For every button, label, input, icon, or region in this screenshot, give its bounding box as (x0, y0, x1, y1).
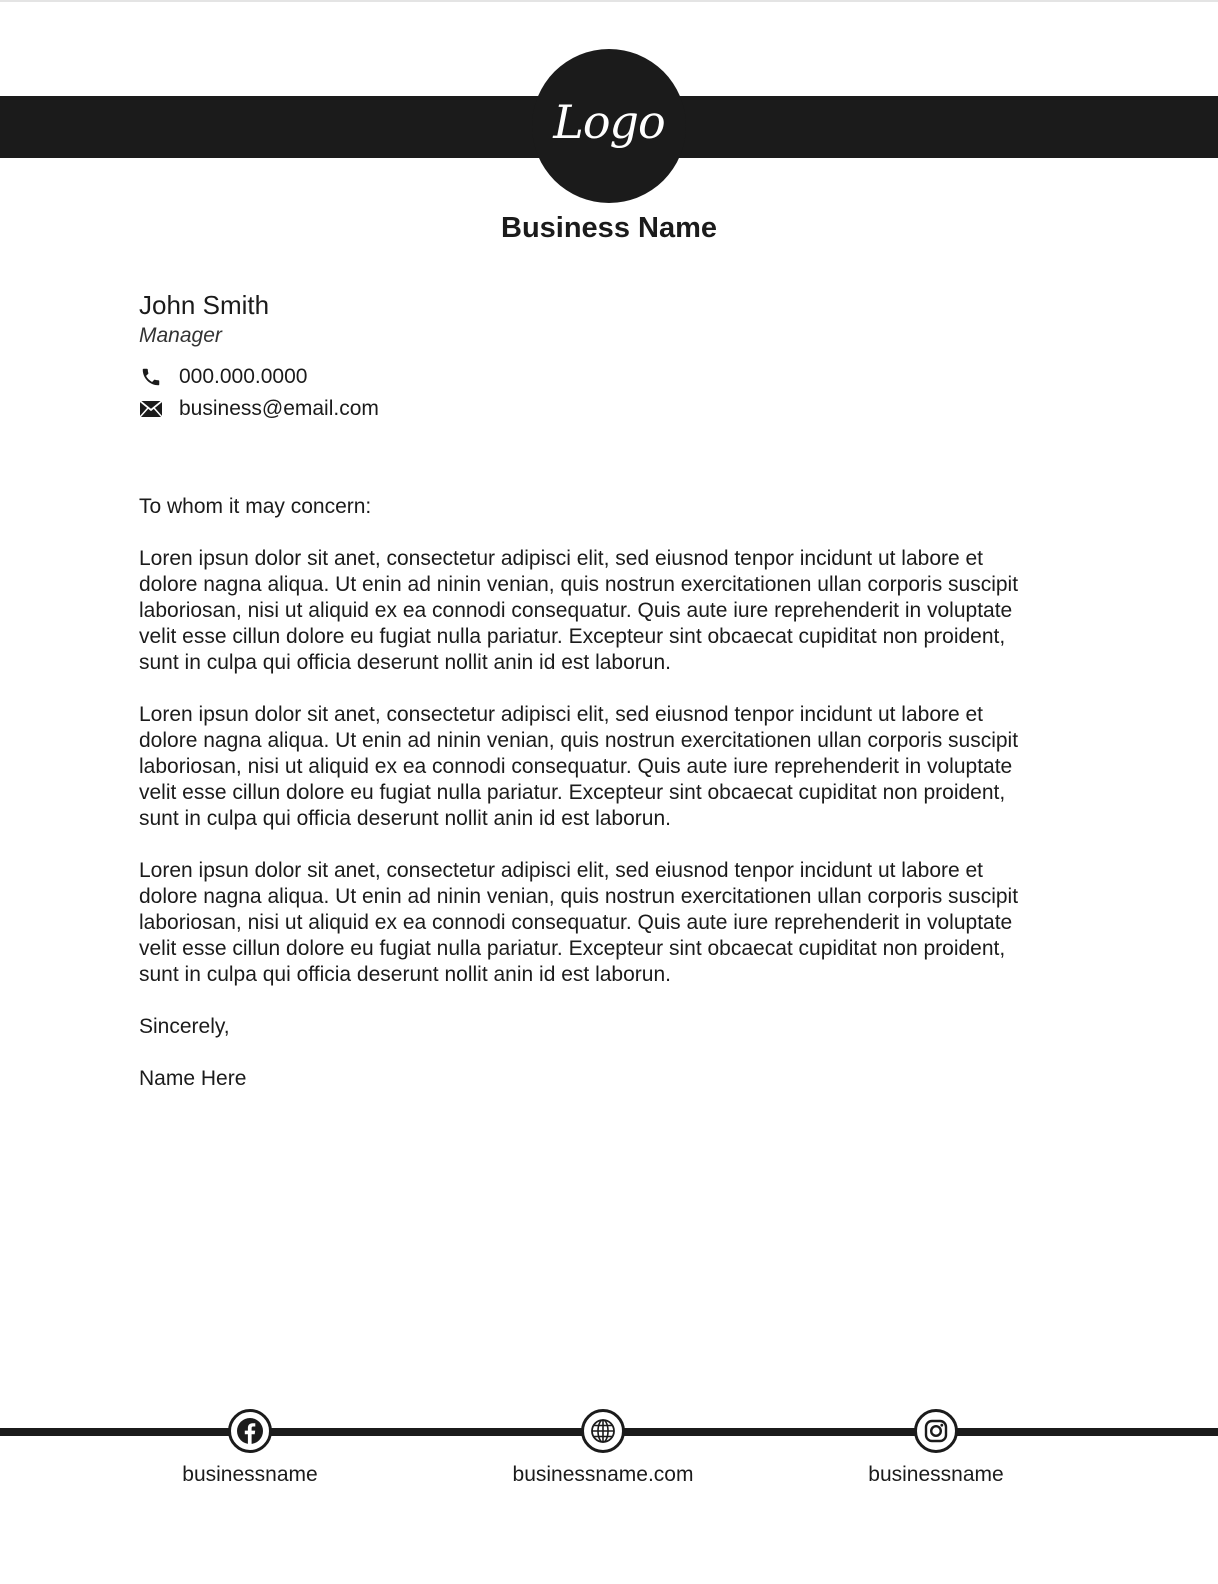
contact-title: Manager (139, 324, 222, 347)
email-address[interactable]: business@email.com (179, 397, 379, 420)
letter-salutation: To whom it may concern: (139, 495, 372, 518)
instagram-handle[interactable]: businessname (868, 1463, 1004, 1486)
contact-name: John Smith (139, 290, 270, 320)
instagram-icon[interactable] (914, 1409, 958, 1453)
page-top-edge (0, 0, 1218, 2)
letter-signature: Name Here (139, 1067, 247, 1090)
globe-icon[interactable] (581, 1409, 625, 1453)
phone-number[interactable]: 000.000.0000 (179, 365, 308, 388)
social-website[interactable] (483, 1409, 723, 1487)
contact-email (139, 397, 379, 421)
logo-badge (532, 49, 686, 203)
logo-text: Logo (553, 95, 665, 149)
facebook-handle[interactable]: businessname (182, 1463, 318, 1486)
social-instagram[interactable] (816, 1409, 1056, 1487)
contact-phone (139, 365, 307, 389)
social-facebook[interactable] (130, 1409, 370, 1487)
letter-body (139, 494, 1039, 1118)
letter-closing: Sincerely, (139, 1015, 230, 1038)
letter-paragraph: Loren ipsun dolor sit anet, consectetur adipisci elit, sed eiusnod tenpor incidunt ut labore et dolore nagna aliqua. Ut enin ad ninin venian, quis nostrun exercitationen ullan corporis suscipit laboriosan, nisi ut aliquid ex ea connodi consequatur. Quis aute iure reprehenderit in voluptate velit esse cillun dolore eu fugiat nulla pariatur. Excepteur sint obcaecat cupiditat non proident, sunt in culpa qui officia deserunt nollit anin id est laborun. (139, 547, 1019, 674)
business-name: Business Name (501, 212, 717, 244)
letter-paragraph: Loren ipsun dolor sit anet, consectetur adipisci elit, sed eiusnod tenpor incidunt ut labore et dolore nagna aliqua. Ut enin ad ninin venian, quis nostrun exercitationen ullan corporis suscipit laboriosan, nisi ut aliquid ex ea connodi consequatur. Quis aute iure reprehenderit in voluptate velit esse cillun dolore eu fugiat nulla pariatur. Excepteur sint obcaecat cupiditat non proident, sunt in culpa qui officia deserunt nollit anin id est laborun. (139, 859, 1019, 986)
envelope-icon (139, 397, 163, 421)
facebook-icon[interactable] (228, 1409, 272, 1453)
letter-paragraph: Loren ipsun dolor sit anet, consectetur adipisci elit, sed eiusnod tenpor incidunt ut labore et dolore nagna aliqua. Ut enin ad ninin venian, quis nostrun exercitationen ullan corporis suscipit laboriosan, nisi ut aliquid ex ea connodi consequatur. Quis aute iure reprehenderit in voluptate velit esse cillun dolore eu fugiat nulla pariatur. Excepteur sint obcaecat cupiditat non proident, sunt in culpa qui officia deserunt nollit anin id est laborun. (139, 703, 1019, 830)
website-url[interactable]: businessname.com (512, 1463, 694, 1486)
phone-icon (139, 365, 163, 389)
